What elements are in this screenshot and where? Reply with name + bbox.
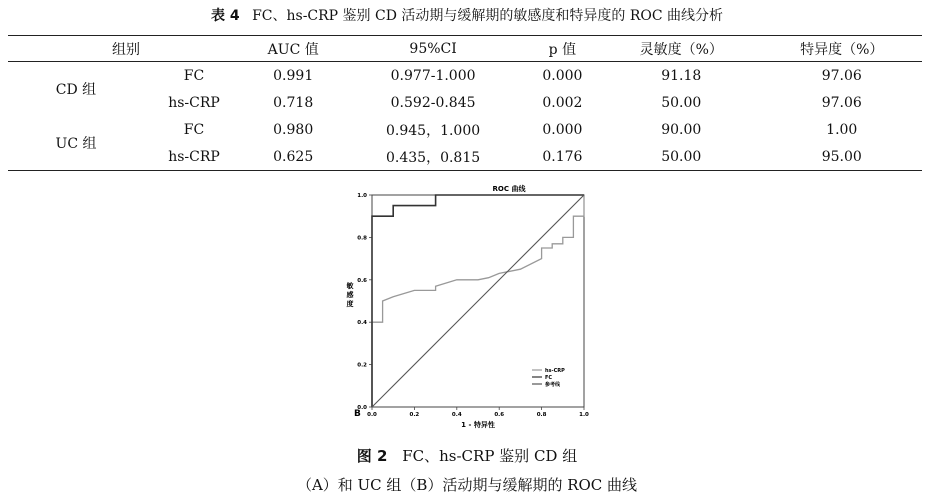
cell-specificity: 1.00 <box>826 121 858 138</box>
cell-sensitivity: 91.18 <box>661 67 702 84</box>
x-tick-label: 1.0 <box>579 412 589 418</box>
row-sub-label: hs-CRP <box>168 148 220 165</box>
y-tick-label: 0.8 <box>357 235 367 242</box>
cell-p: 0.000 <box>542 121 583 138</box>
cell-specificity: 97.06 <box>821 67 862 84</box>
y-tick-label: 0.6 <box>357 277 367 284</box>
series-line-参考线 <box>372 195 584 407</box>
roc-figure <box>334 183 604 433</box>
chart-title: ROC 曲线 <box>492 185 526 193</box>
y-axis-label-part-3: 度 <box>346 300 354 308</box>
cell-ci: 0.592-0.845 <box>390 94 476 111</box>
y-tick-label: 0.0 <box>357 405 367 411</box>
cell-specificity: 95.00 <box>821 148 862 165</box>
cell-p: 0.000 <box>542 67 583 84</box>
panel-letter: B <box>354 409 361 419</box>
row-sub-label: hs-CRP <box>168 94 220 111</box>
cell-auc: 0.625 <box>273 148 314 165</box>
header-group: 组别 <box>8 36 244 62</box>
legend-label: hs-CRP <box>545 368 565 374</box>
cell-auc: 0.991 <box>273 67 314 84</box>
y-axis-label-part-1: 敏 <box>346 282 354 290</box>
cell-sensitivity: 50.00 <box>661 148 702 165</box>
table-row <box>8 116 922 143</box>
table-header-row <box>8 36 922 62</box>
roc-chart <box>334 183 604 433</box>
table-row <box>8 143 922 171</box>
x-tick-label: 0.4 <box>451 412 462 418</box>
figure-caption-line-2: （A）和 UC 组（B）活动期与缓解期的 ROC 曲线 <box>296 476 638 494</box>
y-tick-label: 0.4 <box>357 320 367 327</box>
table-caption <box>0 5 934 25</box>
header-specificity: 特异度（%） <box>761 36 922 62</box>
group-label-uc: UC 组 <box>55 136 97 152</box>
cell-specificity: 97.06 <box>821 94 862 111</box>
x-tick-label: 0.6 <box>494 412 505 418</box>
x-tick-label: 0.8 <box>536 412 547 418</box>
x-tick-label: 0.0 <box>367 412 377 418</box>
y-tick-label: 0.2 <box>357 362 367 369</box>
header-auc: AUC 值 <box>244 36 342 62</box>
legend-label: 参考线 <box>545 382 561 388</box>
y-tick-label: 1.0 <box>357 193 367 199</box>
group-label-cd: CD 组 <box>55 82 97 98</box>
table-caption-label: 表 4 <box>210 8 240 24</box>
table-row <box>8 89 922 116</box>
figure-caption-line-1 <box>0 445 934 466</box>
cell-ci: 0.435，0.815 <box>386 149 481 166</box>
cell-auc: 0.718 <box>273 94 314 111</box>
row-sub-label: FC <box>183 67 205 84</box>
y-axis-label-part-2: 感 <box>346 291 354 299</box>
cell-ci: 0.977-1.000 <box>390 67 476 84</box>
header-p: p 值 <box>524 36 601 62</box>
row-sub-label: FC <box>183 121 205 138</box>
x-axis-label: 1 - 特异性 <box>461 421 495 429</box>
cell-ci: 0.945，1.000 <box>386 122 481 139</box>
cell-p: 0.002 <box>542 94 583 111</box>
figure-caption-text-1: FC、hs-CRP 鉴别 CD 组 <box>402 447 578 465</box>
header-ci: 95%CI <box>342 36 523 62</box>
cell-sensitivity: 50.00 <box>661 94 702 111</box>
figure-caption-label: 图 2 <box>356 447 388 465</box>
cell-p: 0.176 <box>542 148 583 165</box>
chart-legend <box>532 368 565 388</box>
table-row <box>8 62 922 90</box>
x-tick-label: 0.2 <box>409 412 420 418</box>
chart-series <box>372 195 584 407</box>
cell-auc: 0.980 <box>273 121 314 138</box>
cell-sensitivity: 90.00 <box>661 121 702 138</box>
roc-analysis-table <box>8 35 922 171</box>
table-caption-text: FC、hs-CRP 鉴别 CD 活动期与缓解期的敏感度和特异度的 ROC 曲线分析 <box>252 8 724 24</box>
header-sensitivity: 灵敏度（%） <box>601 36 761 62</box>
legend-label: FC <box>545 375 553 381</box>
